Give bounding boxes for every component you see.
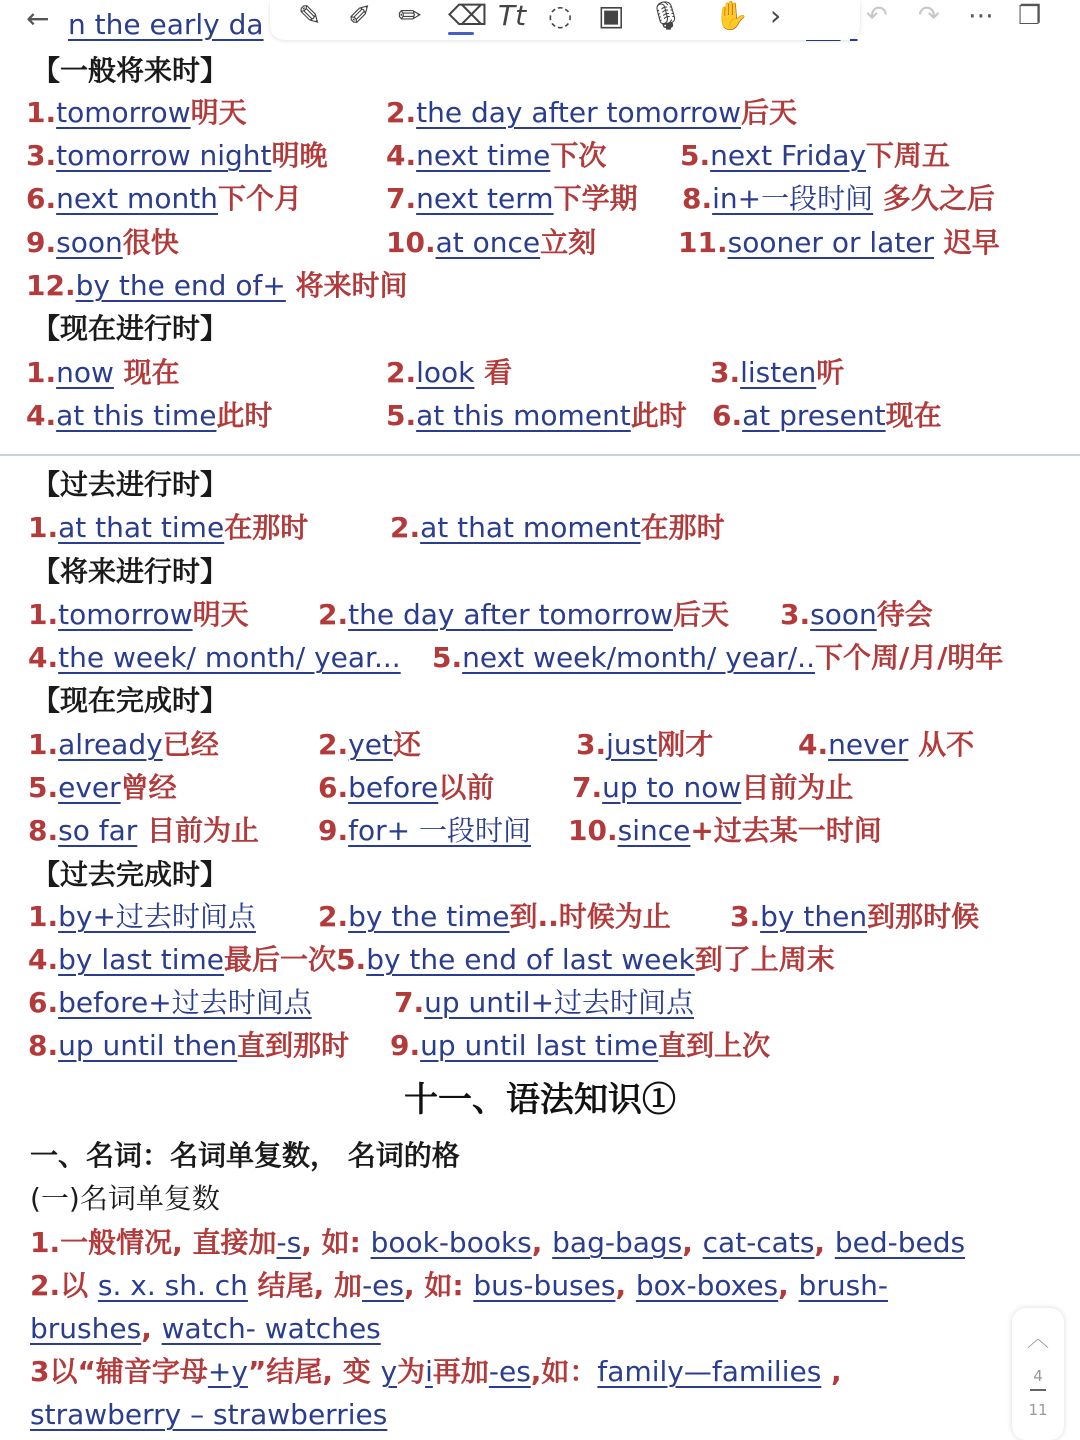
section-heading: 【将来进行时】 [32,555,229,588]
mic-icon[interactable]: 🎙 [648,0,684,32]
term-item: 2.look 看 [386,356,513,389]
list-row [0,812,1080,852]
back-arrow-icon[interactable]: ← [26,2,50,35]
list-row [0,267,1080,307]
eraser-icon[interactable]: ⌫ [448,0,488,32]
subtitle: 一、名词：名词单复数， 名词的格 [30,1139,460,1172]
list-row [0,769,1080,809]
list-row [0,397,1080,437]
page-title: 十一、语法知识① [404,1080,676,1120]
list-row [0,1027,1080,1067]
lasso-icon[interactable]: ◌ [548,0,573,32]
term-item: 9.soon很快 [26,226,179,259]
redo-icon[interactable]: ↷ [918,1,940,31]
list-row [0,898,1080,938]
image-icon[interactable]: ▣ [598,0,625,32]
list-row [0,94,1080,134]
term-item: 12.by the end of+ 将来时间 [26,269,408,302]
term-item: 5.next week/month/ year/..下个周/月/明年 [432,641,1004,674]
term-item: 1.already已经 [28,728,219,761]
page-divider [0,454,1080,456]
term-item: 4.next time下次 [386,139,607,172]
term-item: 8.so far 目前为止 [28,814,260,847]
hand-icon[interactable]: ✋ [714,0,749,32]
subsection-title: (一)名词单复数 [30,1182,220,1215]
term-item: 3.by then到那时候 [730,900,980,933]
term-item: 2.the day after tomorrow后天 [318,598,729,631]
highlighter-icon[interactable]: ✏ [398,0,422,32]
drawing-toolbar [270,0,860,40]
term-item: 7.up to now目前为止 [572,771,854,804]
rule-line: brushes, watch- watches [30,1312,381,1345]
term-item: 9.for+ 一段时间 [318,814,531,847]
pages-icon[interactable]: ❐ [1018,1,1042,31]
list-row [0,509,1080,549]
list-row [0,984,1080,1024]
term-item: 11.sooner or later 迟早 [678,226,1000,259]
term-item: 1.by+过去时间点 [28,900,256,933]
term-item: 8.up until then直到那时 [28,1029,350,1062]
term-item: 2.yet还 [318,728,421,761]
term-item: 3.listen听 [710,356,845,389]
more-icon[interactable]: ⋯ [968,1,994,31]
term-item: 9.up until last time直到上次 [390,1029,771,1062]
list-row [0,137,1080,177]
pencil-icon[interactable]: ✐ [348,0,372,32]
chevron-up-icon[interactable]: ︿ [1026,1327,1049,1352]
current-page: 4 [1033,1367,1043,1385]
page-scroller[interactable] [1012,1308,1064,1440]
term-item: 8.in+一段时间 多久之后 [682,182,995,215]
eraser-active-indicator [448,32,474,35]
term-item: 6.at present现在 [712,399,942,432]
total-pages: 11 [1028,1401,1048,1419]
list-row [0,224,1080,264]
term-item: 1.at that time在那时 [28,511,309,544]
section-heading: 【过去完成时】 [32,858,229,891]
page-separator [1030,1389,1046,1391]
term-item: 4.never 从不 [798,728,975,761]
term-item: 3.soon待会 [780,598,933,631]
term-item: 4.by last time最后一次5.by the end of last week到了上周末 [28,943,835,976]
term-item: 7.next term下学期 [386,182,638,215]
term-item: 1.tomorrow明天 [28,598,249,631]
term-item: 2.by the time到..时候为止 [318,900,671,933]
list-row [0,639,1080,679]
undo-icon[interactable]: ↶ [866,1,888,31]
clipped-text-left: n the early da [68,8,264,41]
term-item: 3.just刚才 [576,728,714,761]
rule-line: 2.以 s. x. sh. ch 结尾, 加-es, 如: bus-buses, box-boxes, brush- [30,1269,889,1302]
term-item: 6.before以前 [318,771,495,804]
term-item: 10.since+过去某一时间 [568,814,882,847]
term-item: 7.up until+过去时间点 [394,986,695,1019]
term-item: 5.ever曾经 [28,771,177,804]
section-heading: 【一般将来时】 [32,54,229,87]
section-heading: 【过去进行时】 [32,468,229,501]
term-item: 4.at this time此时 [26,399,273,432]
list-row [0,596,1080,636]
section-heading: 【现在完成时】 [32,684,229,717]
list-row [0,941,1080,981]
term-item: 5.at this moment此时 [386,399,687,432]
list-row [0,180,1080,220]
term-item: 1.now 现在 [26,356,180,389]
term-item: 6.next month下个月 [26,182,302,215]
term-item: 4.the week/ month/ year... [28,641,401,674]
section-heading: 【现在进行时】 [32,312,229,345]
rule-line: 3以“辅音字母+y”结尾, 变 y为i再加-es,如：family—families , [30,1355,842,1388]
term-item: 1.tomorrow明天 [26,96,247,129]
term-item: 6.before+过去时间点 [28,986,312,1019]
rule-line: 1.一般情况, 直接加-s, 如: book-books, bag-bags, cat-cats, bed-beds [30,1226,966,1259]
text-icon[interactable]: Tt [498,0,527,32]
list-row [0,726,1080,766]
term-item: 2.the day after tomorrow后天 [386,96,797,129]
list-row [0,354,1080,394]
chevron-right-icon[interactable]: › [770,0,782,32]
toolbar [0,0,1080,44]
term-item: 10.at once立刻 [386,226,597,259]
rule-line: strawberry – strawberries [30,1398,388,1431]
term-item: 2.at that moment在那时 [390,511,725,544]
term-item: 5.next Friday下周五 [680,139,950,172]
pen-icon[interactable]: ✎ [298,0,322,32]
term-item: 3.tomorrow night明晚 [26,139,328,172]
